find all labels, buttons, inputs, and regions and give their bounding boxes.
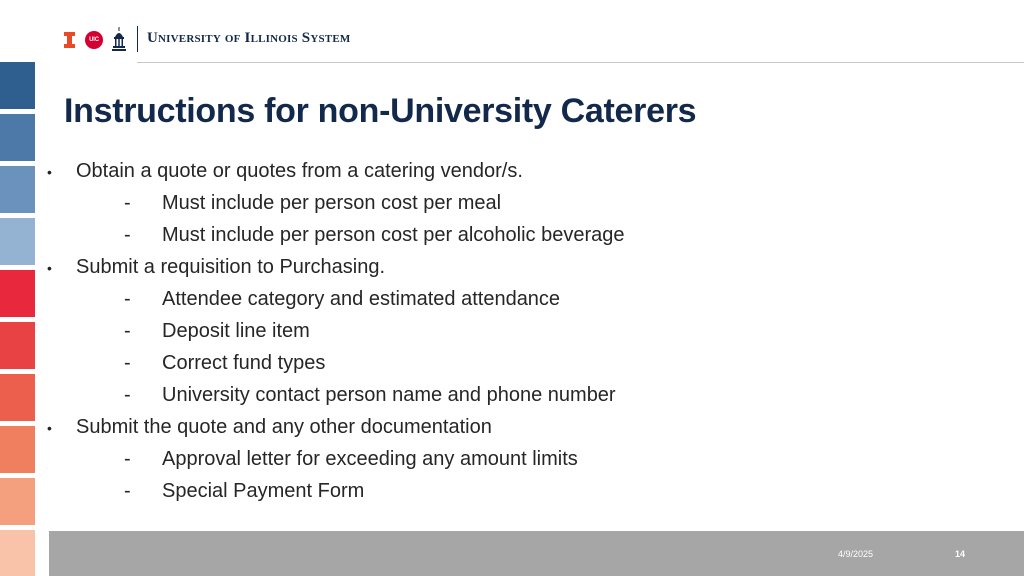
list-item-text: Submit a requisition to Purchasing. <box>76 256 386 278</box>
sub-list-item <box>44 188 744 220</box>
list-item-text: Obtain a quote or quotes from a catering vendor/s. <box>76 160 523 182</box>
left-color-strip <box>0 62 35 576</box>
sub-list-item-text: Approval letter for exceeding any amount limits <box>162 448 578 470</box>
bullet-marker: • <box>47 420 52 436</box>
dash-marker: - <box>124 480 131 502</box>
strip-block <box>0 426 35 473</box>
bullet-list <box>44 156 744 508</box>
strip-block <box>0 62 35 109</box>
sub-list-item <box>44 444 744 476</box>
sub-list-item-text: Attendee category and estimated attendance <box>162 288 561 310</box>
bullet-marker: • <box>47 164 52 180</box>
slide-header <box>0 0 1024 63</box>
page-number: 14 <box>955 549 966 559</box>
sub-list-item-text: Must include per person cost per meal <box>162 192 502 214</box>
sub-list-item <box>44 380 744 412</box>
list-item <box>44 156 744 188</box>
strip-block <box>0 478 35 525</box>
sub-list-item-text: University contact person name and phone number <box>162 384 616 406</box>
strip-block <box>0 114 35 161</box>
sub-list-item-text: Correct fund types <box>162 352 326 374</box>
sub-list-item-text: Must include per person cost per alcoholic beverage <box>162 224 625 246</box>
list-item <box>44 252 744 284</box>
dash-marker: - <box>124 352 131 374</box>
bullet-marker: • <box>47 260 52 276</box>
header-rule <box>137 62 1024 63</box>
list-item-text: Submit the quote and any other documentation <box>76 416 492 438</box>
slide-footer <box>49 531 1024 576</box>
dash-marker: - <box>124 448 131 470</box>
sub-list-item <box>44 316 744 348</box>
sub-list-item <box>44 476 744 508</box>
strip-block <box>0 374 35 421</box>
slide-title: Instructions for non-University Caterers <box>64 92 697 130</box>
illinois-block-i-icon <box>64 32 75 48</box>
strip-block <box>0 166 35 213</box>
dash-marker: - <box>124 384 131 406</box>
capitol-dome-icon <box>112 27 126 51</box>
strip-block <box>0 530 35 576</box>
footer-date: 4/9/2025 <box>838 549 874 559</box>
sub-list-item <box>44 220 744 252</box>
sub-list-item <box>44 348 744 380</box>
sub-list-item <box>44 284 744 316</box>
sub-list-item-text: Deposit line item <box>162 320 310 342</box>
sub-list-item-text: Special Payment Form <box>162 480 365 502</box>
dash-marker: - <box>124 288 131 310</box>
strip-block <box>0 270 35 317</box>
uic-logo: UIC <box>85 31 103 49</box>
strip-block <box>0 218 35 265</box>
dash-marker: - <box>124 224 131 246</box>
dash-marker: - <box>124 192 131 214</box>
dash-marker: - <box>124 320 131 342</box>
list-item <box>44 412 744 444</box>
strip-block <box>0 322 35 369</box>
university-wordmark: University of Illinois System <box>147 30 351 46</box>
header-divider <box>137 26 138 52</box>
